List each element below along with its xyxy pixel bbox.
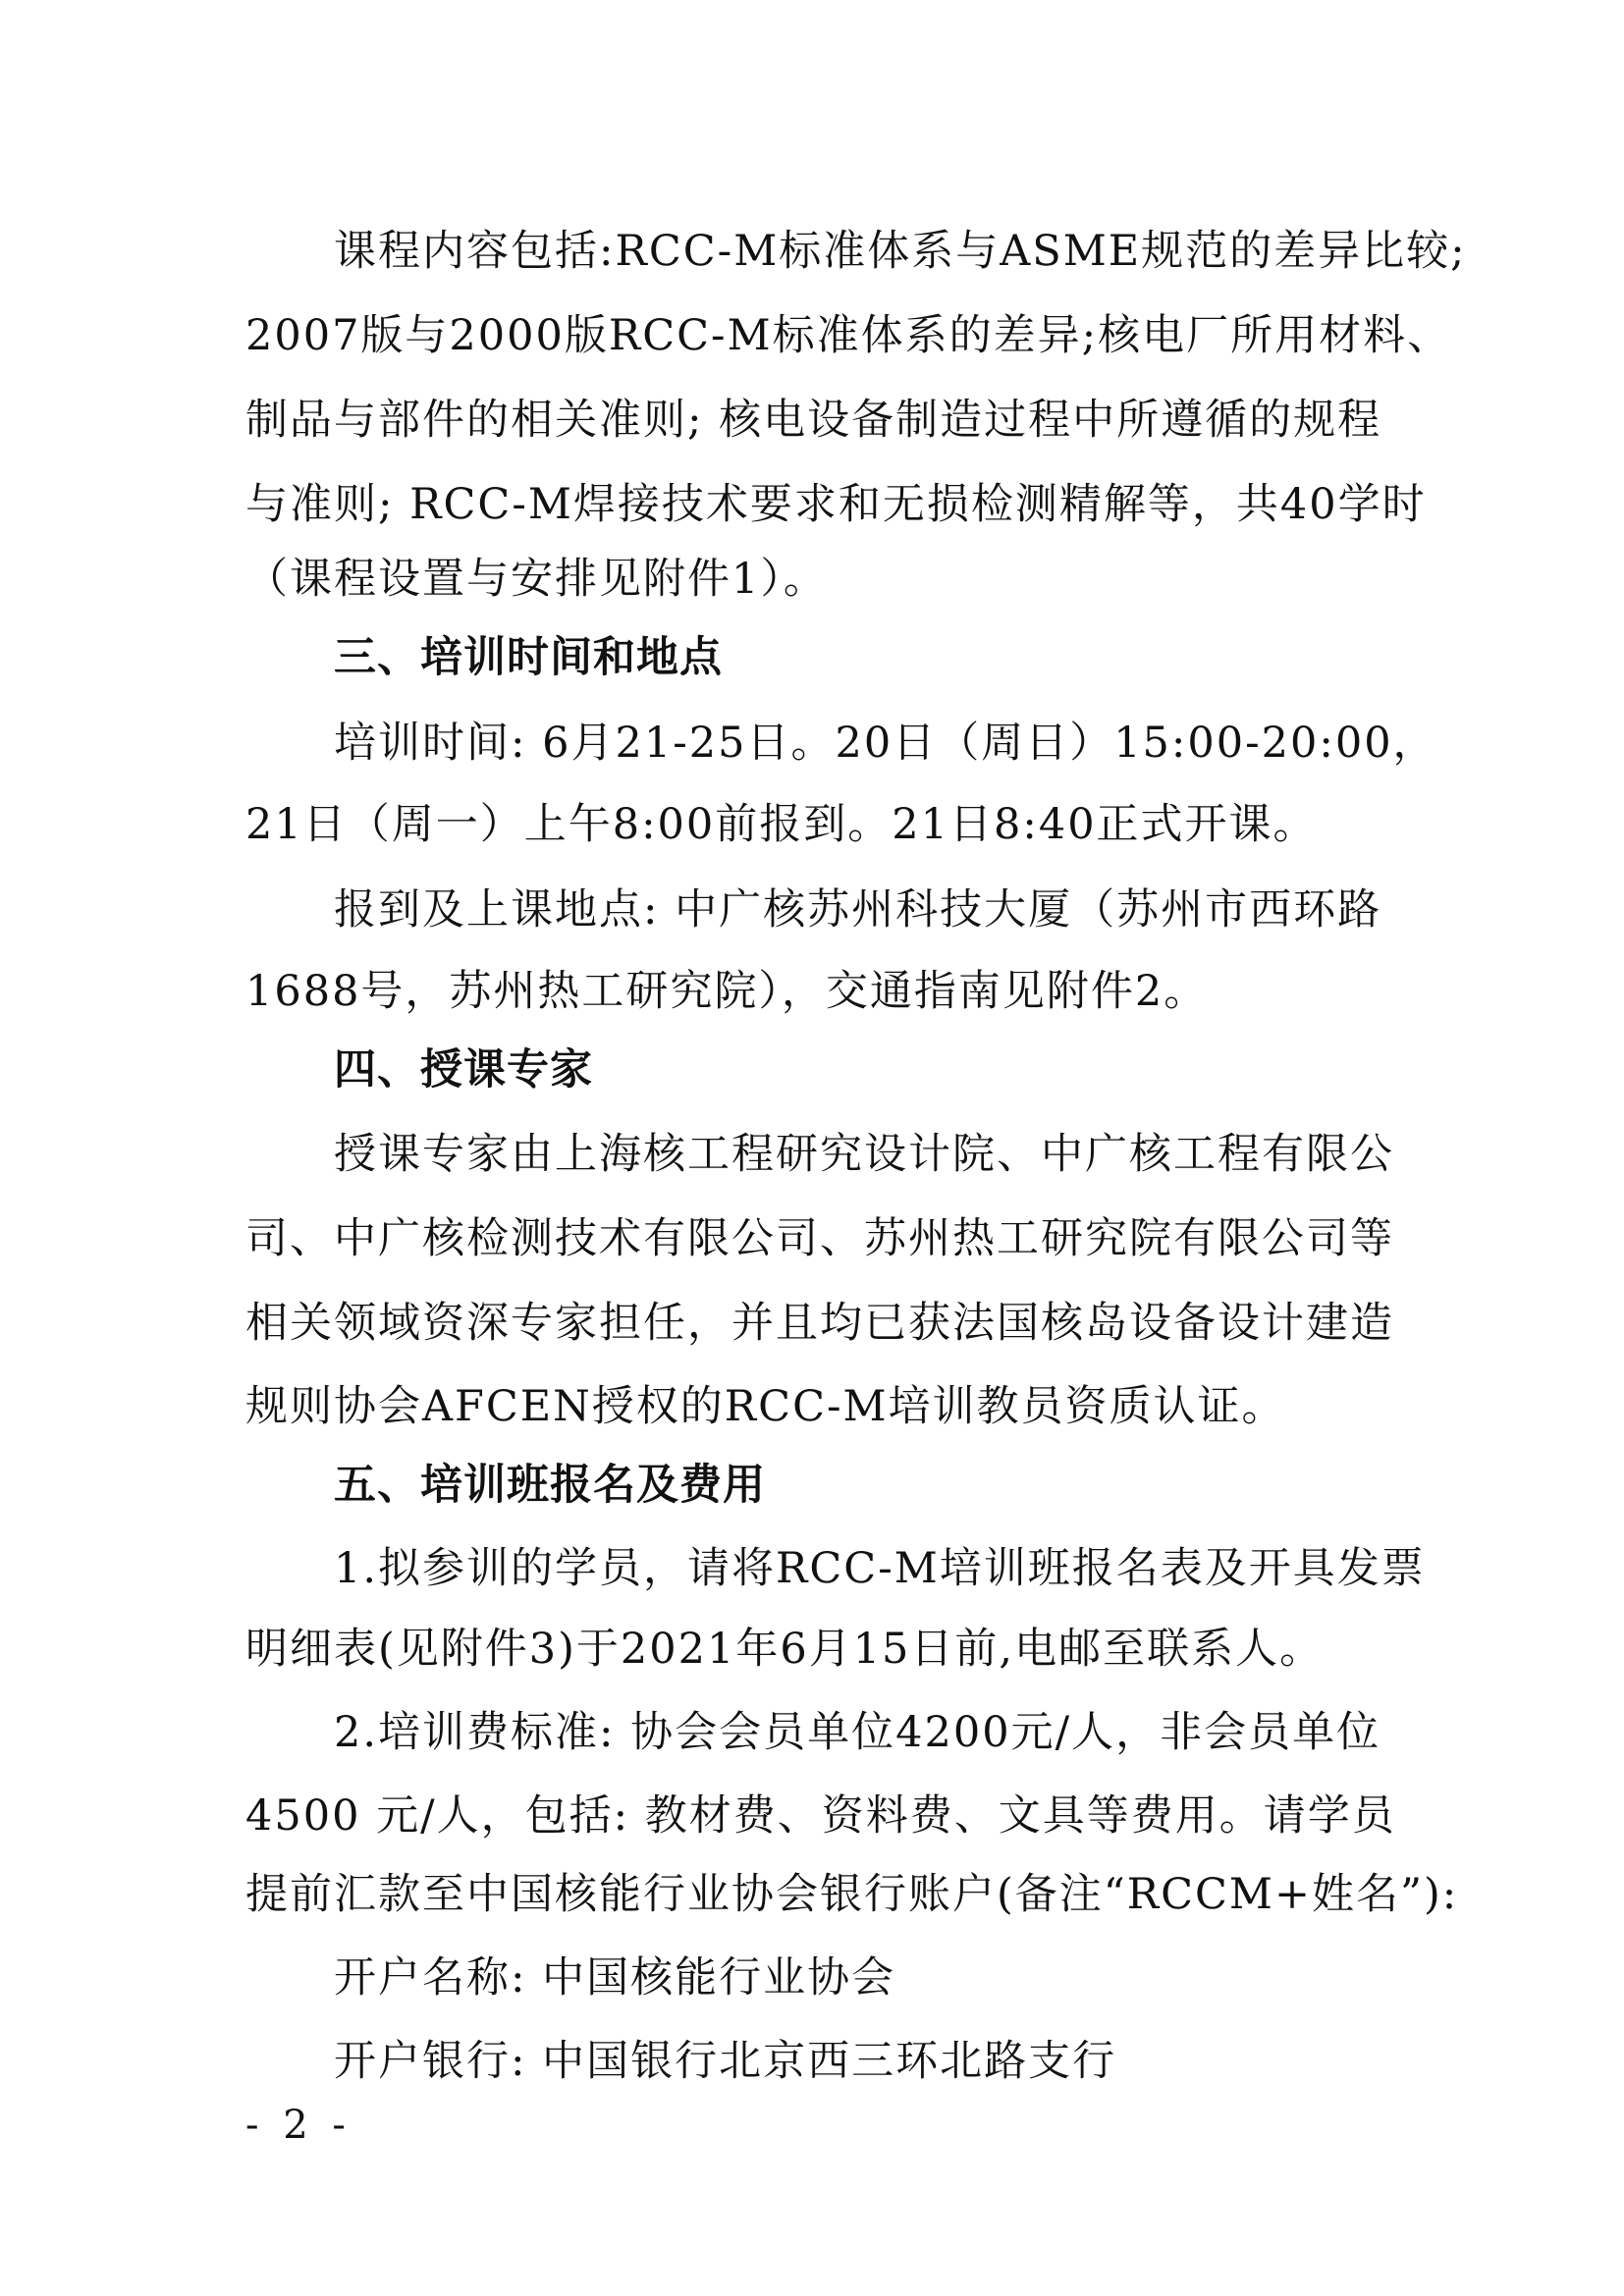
paragraph-registration-line-2: 明细表(见附件3)于2021年6月15日前,电邮至联系人。 — [245, 1625, 1325, 1674]
paragraph-account-bank: 开户银行: 中国银行北京西三环北路支行 — [334, 2037, 1117, 2086]
paragraph-fees-line-2: 4500 元/人，包括: 教材费、资料费、文具等费用。请学员 — [245, 1791, 1396, 1841]
paragraph-experts-line-1: 授课专家由上海核工程研究设计院、中广核工程有限公 — [334, 1130, 1394, 1179]
paragraph-experts-line-3: 相关领域资深专家担任，并且均已获法国核岛设备设计建造 — [245, 1299, 1394, 1348]
paragraph-training-time-line-1: 培训时间: 6月21-25日。20日（周日）15:00-20:00， — [334, 719, 1437, 768]
paragraph-course-content-line-4: 与准则; RCC-M焊接技术要求和无损检测精解等，共40学时 — [245, 480, 1427, 529]
section-heading-registration-fees: 五、培训班报名及费用 — [334, 1461, 766, 1510]
page-number: - 2 - — [245, 2103, 352, 2148]
paragraph-location-line-2: 1688号，苏州热工研究院），交通指南见附件2。 — [245, 967, 1209, 1016]
paragraph-location-line-1: 报到及上课地点: 中广核苏州科技大厦（苏州市西环路 — [334, 885, 1382, 934]
paragraph-account-name: 开户名称: 中国核能行业协会 — [334, 1953, 896, 2002]
paragraph-registration-line-1: 1.拟参训的学员，请将RCC-M培训班报名表及开具发票 — [334, 1544, 1426, 1593]
paragraph-course-content-line-1: 课程内容包括:RCC-M标准体系与ASME规范的差异比较; — [334, 227, 1467, 276]
paragraph-course-content-line-5: （课程设置与安排见附件1）。 — [245, 555, 828, 604]
paragraph-experts-line-4: 规则协会AFCEN授权的RCC-M培训教员资质认证。 — [245, 1382, 1286, 1431]
paragraph-course-content-line-3: 制品与部件的相关准则; 核电设备制造过程中所遵循的规程 — [245, 396, 1382, 445]
paragraph-fees-line-1: 2.培训费标准: 协会会员单位4200元/人，非会员单位 — [334, 1708, 1381, 1757]
paragraph-experts-line-2: 司、中广核检测技术有限公司、苏州热工研究院有限公司等 — [245, 1214, 1394, 1263]
paragraph-fees-line-3: 提前汇款至中国核能行业协会银行账户(备注“RCCM+姓名”): — [245, 1870, 1459, 1919]
paragraph-course-content-line-2: 2007版与2000版RCC-M标准体系的差异;核电厂所用材料、 — [245, 311, 1452, 360]
section-heading-experts: 四、授课专家 — [334, 1045, 593, 1095]
paragraph-training-time-line-2: 21日（周一）上午8:00前报到。21日8:40正式开课。 — [245, 800, 1318, 849]
section-heading-time-place: 三、培训时间和地点 — [334, 633, 723, 682]
